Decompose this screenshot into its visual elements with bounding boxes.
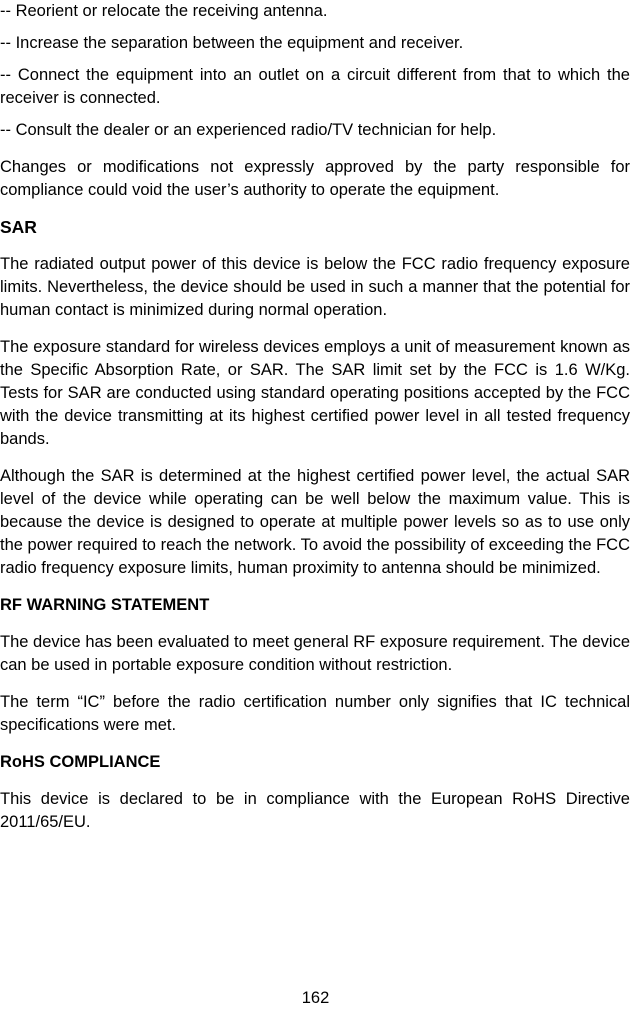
- page-number: 162: [301, 989, 330, 1007]
- fcc-list-item: -- Increase the separation between the equipment and receiver.: [0, 34, 464, 52]
- fcc-list-item: -- Consult the dealer or an experienced radio/TV technician for help.: [0, 121, 497, 139]
- sar-paragraph: Although the SAR is determined at the highest certified power level, the actual SAR level of the device while operating can be well below the maximum value. This is because the device is designed to operate at multiple power levels so as to use only the power required to reach the network. To avoid the possibility of exceeding the FCC radio frequency exposure limits, human proximity to antenna should be minimized.: [0, 467, 630, 577]
- sar-heading: SAR: [0, 217, 37, 237]
- rohs-paragraph: This device is declared to be in compliance with the European RoHS Directive 2011/65/EU.: [0, 790, 630, 831]
- sar-paragraph: The radiated output power of this device is below the FCC radio frequency exposure limits. Nevertheless, the device should be used in such a manner that the potential for human contact is minimized during normal operation.: [0, 255, 630, 319]
- rf-warning-paragraph: The device has been evaluated to meet general RF exposure requirement. The device can be used in portable exposure condition without restriction.: [0, 633, 630, 674]
- rf-warning-paragraph: The term “IC” before the radio certification number only signifies that IC technical specifications were met.: [0, 693, 630, 734]
- fcc-list-item: -- Reorient or relocate the receiving antenna.: [0, 2, 328, 20]
- fcc-list-item: -- Connect the equipment into an outlet on a circuit different from that to which the receiver is connected.: [0, 66, 630, 107]
- rf-warning-heading: RF WARNING STATEMENT: [0, 596, 210, 614]
- changes-paragraph: Changes or modifications not expressly approved by the party responsible for compliance could void the user’s authority to operate the equipment.: [0, 158, 630, 199]
- rohs-heading: RoHS COMPLIANCE: [0, 753, 161, 771]
- sar-paragraph: The exposure standard for wireless devices employs a unit of measurement known as the Specific Absorption Rate, or SAR. The SAR limit set by the FCC is 1.6 W/Kg. Tests for SAR are conducted using standard operating positions accepted by the FCC with the device transmitting at its highest certified power level in all tested frequency bands.: [0, 338, 630, 448]
